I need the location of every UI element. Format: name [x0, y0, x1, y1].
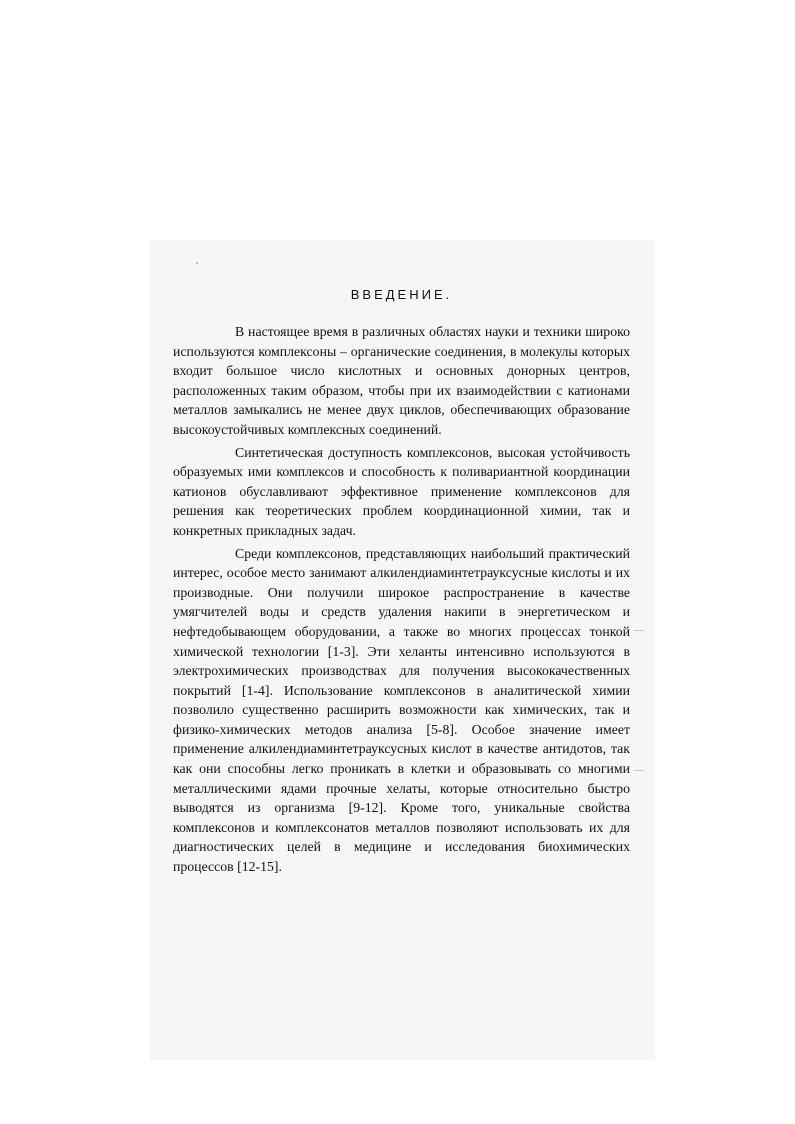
section-heading: ВВЕДЕНИЕ.	[350, 287, 453, 302]
paragraph-2: Синтетическая доступность комплексонов, высокая устойчивость образуемых ими комплексов и способность к поливариантной координации катионов обуславливают эффективное применение комплексонов для решения как теоретических проблем координационной химии, так и конкретных прикладных задач.	[173, 444, 630, 538]
document-body	[173, 287, 630, 880]
scan-margin-mark	[634, 630, 644, 631]
paragraph-3: Среди комплексонов, представляющих наибольший практический интерес, особое место занимают алкилендиаминтетрауксусные кислоты и их производные. Они получили широкое распространение в качестве умягчителей воды и средств удаления накипи в энергетическом и нефтедобывающем оборудовании, а также во многих процессах тонкой химической технологии [1-3]. Эти хеланты интенсивно используются в электрохимических производствах для получения высококачественных покрытий [1-4]. Использование комплексонов в аналитической химии позволило существенно расширить возможности как химических, так и физико-химических методов анализа [5-8]. Особое значение имеет применение алкилендиаминтетрауксусных кислот в качестве антидотов, так как они способны легко проникать в клетки и образовывать со многими металлическими ядами прочные хелаты, которые относительно быстро выводятся из организма [9-12]. Кроме того, уникальные свойства комплексонов и комплексонатов металлов позволяют использовать их для диагностических целей в медицине и исследования биохимических процессов [12-15].	[173, 545, 630, 875]
scan-speck	[196, 262, 198, 264]
paragraph-1: В настоящее время в различных областях науки и техники широко используются комплексоны – органические соединения, в молекулы которых входит большое число кислотных и основных донорных центров, расположенных таким образом, чтобы при их взаимодействии с катионами металлов замыкались не менее двух циклов, обеспечивающих образование высокоустойчивых комплексных соединений.	[173, 324, 630, 437]
scan-margin-mark	[634, 770, 644, 771]
